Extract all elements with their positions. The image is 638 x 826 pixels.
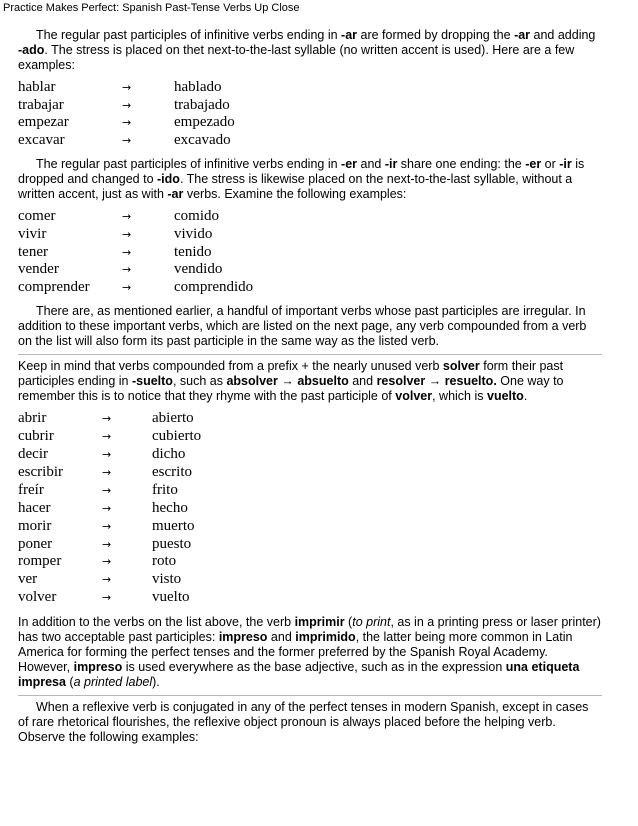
text: . The stress is placed on thet next-to-the-last syllable (no written accent is used). Here are a few examples: xyxy=(18,43,575,72)
past-participle: roto xyxy=(152,553,177,570)
text: and xyxy=(357,157,385,172)
text: verbs. Examine the following examples: xyxy=(183,187,407,202)
verb-row xyxy=(18,132,602,150)
text: Keep in mind that verbs compounded from a prefix + the nearly unused verb xyxy=(18,359,443,374)
verb-row xyxy=(18,97,602,115)
text: are formed by dropping the xyxy=(357,28,515,42)
translation: to print xyxy=(352,615,391,630)
arrow-icon: → xyxy=(102,430,112,444)
infinitive: vivir xyxy=(18,225,47,242)
past-participle: empezado xyxy=(174,114,235,131)
ending-er: -er xyxy=(341,157,358,172)
text: , such as xyxy=(172,374,227,389)
text: share one ending: the xyxy=(397,157,526,172)
ending-ido: -ido xyxy=(157,172,180,187)
paragraph-imprimir xyxy=(18,615,602,690)
ending-ir: -ir xyxy=(384,157,398,172)
text: or xyxy=(541,157,560,172)
past-participle: tenido xyxy=(174,243,212,260)
verb-volver: volver xyxy=(395,389,433,404)
ending-ar: -ar xyxy=(514,28,531,42)
verb-row xyxy=(18,464,602,482)
arrow-icon: → xyxy=(122,116,132,130)
ending-er: -er xyxy=(525,157,542,172)
infinitive: excavar xyxy=(18,131,65,148)
arrow-icon: → xyxy=(102,555,112,569)
text: . xyxy=(523,389,528,404)
verb-row xyxy=(18,410,602,428)
past-participle: visto xyxy=(152,571,182,588)
infinitive: hacer xyxy=(18,499,51,516)
past-participle: trabajado xyxy=(174,96,230,113)
verb-row xyxy=(18,589,602,607)
arrow-icon: → xyxy=(102,591,112,605)
translation: a printed label xyxy=(73,675,153,690)
arrow-icon: → xyxy=(281,374,294,389)
verb-row xyxy=(18,553,602,571)
ending-ar: -ar xyxy=(167,187,184,202)
pp-impreso: impreso xyxy=(218,630,268,645)
past-participle: dicho xyxy=(152,446,186,463)
paragraph-reflexive: When a reflexive verb is conjugated in any of the perfect tenses in modern Spanish, except in cases of rare rhetorical flourishes, the reflexive object pronoun is always placed before the helping verb. Observe the following examples: xyxy=(18,700,589,745)
text: , which is xyxy=(432,389,487,404)
ending-ir: -ir xyxy=(559,157,572,172)
infinitive: cubrir xyxy=(18,428,54,445)
verb-table-irregular xyxy=(18,410,602,607)
verb-resolver: resolver xyxy=(376,374,426,389)
text: The regular past participles of infinitive verbs ending in xyxy=(36,28,342,42)
past-participle: excavado xyxy=(174,131,231,148)
arrow-icon: → xyxy=(122,263,132,277)
infinitive: tener xyxy=(18,243,48,260)
infinitive: abrir xyxy=(18,410,47,427)
text: form their past participles ending in xyxy=(18,359,564,389)
arrow-icon: → xyxy=(102,519,112,533)
arrow-icon: → xyxy=(102,573,112,587)
infinitive: romper xyxy=(18,553,62,570)
verb-row xyxy=(18,279,602,297)
paragraph-solver-compounds xyxy=(18,359,602,404)
verb-solver: solver xyxy=(442,359,480,374)
infinitive: comprender xyxy=(18,278,90,295)
text: is used everywhere as the base adjective, such as in the expression xyxy=(122,660,506,675)
arrow-icon: → xyxy=(122,81,132,94)
verb-row xyxy=(18,244,602,262)
arrow-icon: → xyxy=(102,537,112,551)
verb-row xyxy=(18,261,602,279)
verb-row xyxy=(18,500,602,518)
pp-imprimido: imprimido xyxy=(295,630,356,645)
past-participle: cubierto xyxy=(152,428,202,445)
text: The regular past participles of infinitive verbs ending in xyxy=(36,157,342,172)
divider xyxy=(18,695,602,696)
text: and xyxy=(267,630,296,645)
text: ). xyxy=(152,675,160,690)
infinitive: poner xyxy=(18,535,53,552)
infinitive: trabajar xyxy=(18,96,64,113)
paragraph-irregular-intro: There are, as mentioned earlier, a handful of important verbs whose past participles are irregular. In addition to these important verbs, which are listed on the next page, any verb compounded from a verb on the list will also form its past participle in the same way as the listed verb. xyxy=(18,304,587,349)
divider xyxy=(18,354,602,355)
past-participle: hecho xyxy=(152,499,188,516)
infinitive: morir xyxy=(18,517,52,534)
arrow-icon: → xyxy=(102,501,112,515)
infinitive: freír xyxy=(18,481,44,498)
text: and xyxy=(348,374,377,389)
past-participle: hablado xyxy=(174,79,222,95)
past-participle: abierto xyxy=(152,410,194,427)
text: , as in a printing press or laser printer) has two acceptable past participles: xyxy=(18,615,601,645)
text: is dropped and changed to xyxy=(18,157,585,187)
pp-resuelto: resuelto. xyxy=(444,374,497,389)
past-participle: vuelto xyxy=(152,589,190,606)
text: One way to remember this is to notice that they rhyme with the past participle of xyxy=(18,374,564,404)
ending-ar: -ar xyxy=(341,28,358,42)
arrow-icon: → xyxy=(122,227,132,241)
expression: una etiqueta impresa xyxy=(18,660,580,690)
arrow-icon: → xyxy=(122,280,132,294)
page-header: Practice Makes Perfect: Spanish Past-Tense Verbs Up Close xyxy=(3,2,300,14)
past-participle: escrito xyxy=(152,464,192,481)
past-participle: comido xyxy=(174,208,219,225)
arrow-icon: → xyxy=(102,448,112,462)
verb-row xyxy=(18,114,602,132)
text: In addition to the verbs on the list above, the verb xyxy=(18,615,295,630)
infinitive: volver xyxy=(18,589,57,606)
verb-absolver: absolver xyxy=(226,374,278,389)
ending-suelto: -suelto xyxy=(131,374,173,389)
verb-row xyxy=(18,571,602,589)
verb-row xyxy=(18,446,602,464)
verb-row xyxy=(18,79,602,97)
infinitive: ver xyxy=(18,571,38,588)
infinitive: empezar xyxy=(18,114,69,131)
arrow-icon: → xyxy=(122,245,132,259)
arrow-icon: → xyxy=(122,133,132,147)
text: , the latter being more common in Latin America for forming the perfect tenses and the former preferred by the Spanish Royal Academy. However, xyxy=(18,630,573,675)
past-participle: comprendido xyxy=(174,278,254,295)
past-participle: vendido xyxy=(174,261,223,278)
verb-table-er-ir xyxy=(18,208,602,296)
text: ( xyxy=(65,675,74,690)
past-participle: frito xyxy=(152,481,178,498)
arrow-icon: → xyxy=(102,412,112,426)
verb-row xyxy=(18,208,602,226)
verb-row xyxy=(18,518,602,536)
infinitive: vender xyxy=(18,261,59,278)
infinitive: comer xyxy=(18,208,56,225)
infinitive: hablar xyxy=(18,79,56,95)
past-participle: vivido xyxy=(174,225,213,242)
pp-vuelto: vuelto xyxy=(487,389,524,404)
verb-row xyxy=(18,226,602,244)
pp-absuelto: absuelto xyxy=(297,374,349,389)
verb-row xyxy=(18,428,602,446)
paragraph-er-ir-verbs xyxy=(18,157,602,202)
infinitive: decir xyxy=(18,446,48,463)
arrow-icon: → xyxy=(122,98,132,112)
paragraph-ar-verbs xyxy=(18,28,602,73)
verb-row xyxy=(18,536,602,554)
arrow-icon: → xyxy=(122,210,132,224)
text: and adding xyxy=(530,28,596,42)
past-participle: puesto xyxy=(152,535,192,552)
arrow-icon: → xyxy=(102,466,112,480)
arrow-icon: → xyxy=(428,374,442,389)
ending-ado: -ado xyxy=(18,43,45,57)
verb-row xyxy=(18,482,602,500)
arrow-icon: → xyxy=(102,483,112,497)
text: . The stress is likewise placed on the next-to-the-last syllable, without a written accent, just as with xyxy=(18,172,573,202)
text: ( xyxy=(344,615,353,630)
verb-table-ar xyxy=(18,79,602,149)
past-participle: muerto xyxy=(152,517,195,534)
page-content xyxy=(18,28,602,745)
verb-imprimir: imprimir xyxy=(294,615,345,630)
pp-impreso: impreso xyxy=(73,660,123,675)
infinitive: escribir xyxy=(18,464,63,481)
